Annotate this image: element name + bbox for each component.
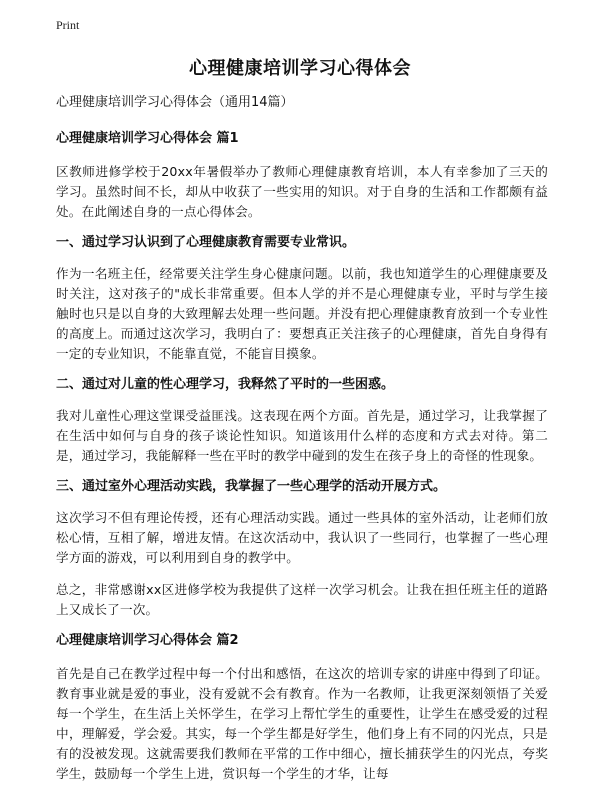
point-3-text: 这次学习不但有理论传授，还有心理活动实践。通过一些具体的室外活动，让老师们放松心情，互相了解，增进友情。在这次活动中，我认识了一些同行，也掌握了一些心理学方面的游戏，可以利用到自身的教学中。 — [56, 510, 548, 565]
point-2-text: 我对儿童性心理这堂课受益匪浅。这表现在两个方面。首先是，通过学习，让我掌握了在生活中如何与自身的孩子谈论性知识。知道该用什么样的态度和方式去对待。第二是，通过学习，我能解释一些在平时的教学中碰到的发生在孩子身上的奇怪的性现象。 — [56, 408, 548, 463]
article-2-heading: 心理健康培训学习心得体会 篇2 — [56, 633, 239, 648]
page-title: 心理健康培训学习心得体会 — [189, 58, 411, 79]
point-3-heading: 三、通过室外心理活动实践，我掌握了一些心理学的活动开展方式。 — [56, 479, 447, 494]
article-1-heading: 心理健康培训学习心得体会 篇1 — [56, 131, 239, 146]
print-link[interactable]: Print — [56, 18, 80, 32]
point-1-text: 作为一名班主任，经常要关注学生身心健康问题。以前，我也知道学生的心理健康要及时关注，这对孩子的"成长非常重要。但本人学的并不是心理健康专业，平时与学生接触时也只是以自身的大致理解去处理一些问题。并没有把心理健康教育放到一个专业性的高度上。而通过这次学习，我明白了：要想真正关注孩子的心理健康，首先自身得有一定的专业知识，不能靠直觉，不能盲目摸象。 — [56, 266, 548, 361]
article-2-intro: 首先是自己在教学过程中每一个付出和感悟，在这次的培训专家的讲座中得到了印证。教育事业就是爱的事业，没有爱就不会有教育。作为一名教师，让我更深刻领悟了关爱每一个学生，在生活上关怀学生，在学习上帮忙学生的重要性，让学生在感受爱的过程中，理解爱，学会爱。其实，每一个学生都是好学生，他们身上有不同的闪光点，只是有的没被发现。这就需要我们教师在平常的工作中细心，擅长捕获学生的闪光点，夸奖学生，鼓励每一个学生上进，赏识每一个学生的才华，让每 — [56, 666, 548, 781]
document-subtitle: 心理健康培训学习心得体会（通用14篇） — [56, 95, 294, 110]
point-1-heading: 一、通过学习认识到了心理健康教育需要专业常识。 — [56, 235, 356, 250]
article-1-intro: 区教师进修学校于20xx年暑假举办了教师心理健康教育培训，本人有幸参加了三天的学习。虽然时间不长，却从中收获了一些实用的知识。对于自身的生活和工作都颇有益处。在此阐述自身的一点心得体会。 — [56, 164, 548, 219]
point-2-heading: 二、通过对儿童的性心理学习，我释然了平时的一些困惑。 — [56, 377, 395, 392]
document-body — [56, 94, 548, 796]
article-1-conclusion: 总之，非常感谢xx区进修学校为我提供了这样一次学习机会。让我在担任班主任的道路上又成长了一次。 — [56, 582, 548, 617]
